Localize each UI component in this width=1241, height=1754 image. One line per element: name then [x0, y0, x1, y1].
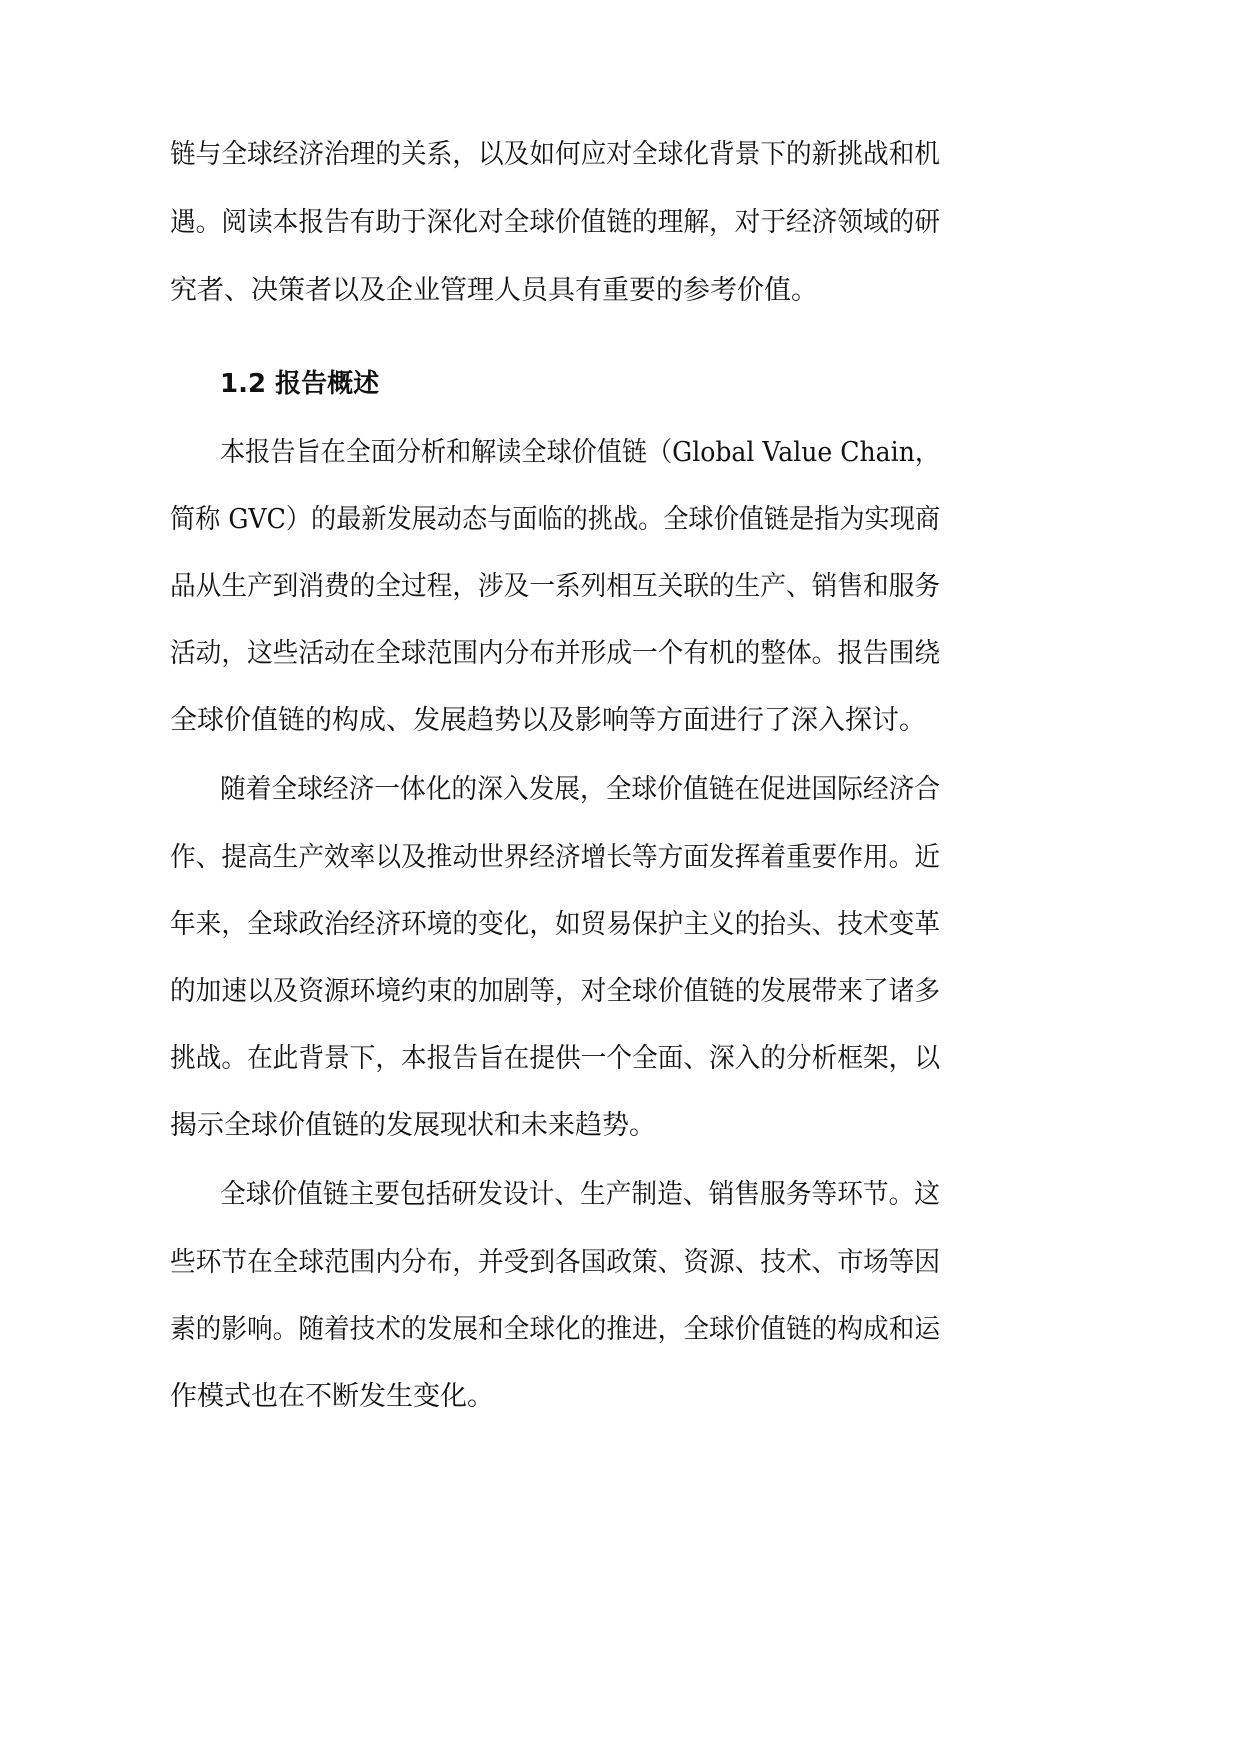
paragraph-line: [0, 838, 1241, 878]
paragraph-text: 挑战。在此背景下，本报告旨在提供一个全面、深入的分析框架，以: [170, 1043, 940, 1074]
paragraph-line: [0, 433, 1241, 473]
paragraph-line: [0, 770, 1241, 810]
paragraph-text: 遇。阅读本报告有助于深化对全球价值链的理解，对于经济领域的研: [170, 207, 940, 238]
paragraph-line: [0, 135, 1241, 175]
paragraph-line: [0, 905, 1241, 945]
section-heading-line: [0, 364, 1241, 404]
paragraph-line: [0, 1243, 1241, 1283]
paragraph-line: [0, 1310, 1241, 1350]
paragraph-text: 本报告旨在全面分析和解读全球价值链（Global Value Chain，: [220, 437, 940, 468]
paragraph-line: [0, 1106, 1241, 1146]
paragraph-text: 随着全球经济一体化的深入发展，全球价值链在促进国际经济合: [220, 774, 941, 805]
paragraph-text: 活动，这些活动在全球范围内分布并形成一个有机的整体。报告围绕: [170, 638, 940, 669]
paragraph-line: [0, 634, 1241, 674]
paragraph-text: 年来，全球政治经济环境的变化，如贸易保护主义的抬头、技术变革: [170, 909, 940, 940]
paragraph-line: [0, 271, 1241, 311]
paragraph-text: 作模式也在不断发生变化。: [170, 1381, 494, 1412]
paragraph-line: [0, 1175, 1241, 1215]
paragraph-line: [0, 1039, 1241, 1079]
paragraph-text: 素的影响。随着技术的发展和全球化的推进，全球价值链的构成和运: [170, 1314, 940, 1345]
paragraph-text: 的加速以及资源环境约束的加剧等，对全球价值链的发展带来了诸多: [170, 976, 940, 1007]
section-heading: 1.2 报告概述: [220, 369, 380, 399]
paragraph-line: [0, 1377, 1241, 1417]
paragraph-text: 简称 GVC）的最新发展动态与面临的挑战。全球价值链是指为实现商: [170, 504, 941, 535]
paragraph-line: [0, 972, 1241, 1012]
paragraph-text: 些环节在全球范围内分布，并受到各国政策、资源、技术、市场等因: [170, 1247, 940, 1278]
paragraph-text: 链与全球经济治理的关系，以及如何应对全球化背景下的新挑战和机: [170, 139, 940, 170]
paragraph-text: 全球价值链的构成、发展趋势以及影响等方面进行了深入探讨。: [170, 705, 926, 736]
paragraph-text: 品从生产到消费的全过程，涉及一系列相互关联的生产、销售和服务: [170, 571, 940, 602]
paragraph-line: [0, 500, 1241, 540]
paragraph-line: [0, 203, 1241, 243]
paragraph-text: 作、提高生产效率以及推动世界经济增长等方面发挥着重要作用。近: [170, 842, 940, 873]
paragraph-text: 全球价值链主要包括研发设计、生产制造、销售服务等环节。这: [220, 1179, 941, 1210]
paragraph-text: 揭示全球价值链的发展现状和未来趋势。: [170, 1110, 656, 1141]
paragraph-text: 究者、决策者以及企业管理人员具有重要的参考价值。: [170, 275, 818, 306]
paragraph-line: [0, 701, 1241, 741]
paragraph-line: [0, 567, 1241, 607]
